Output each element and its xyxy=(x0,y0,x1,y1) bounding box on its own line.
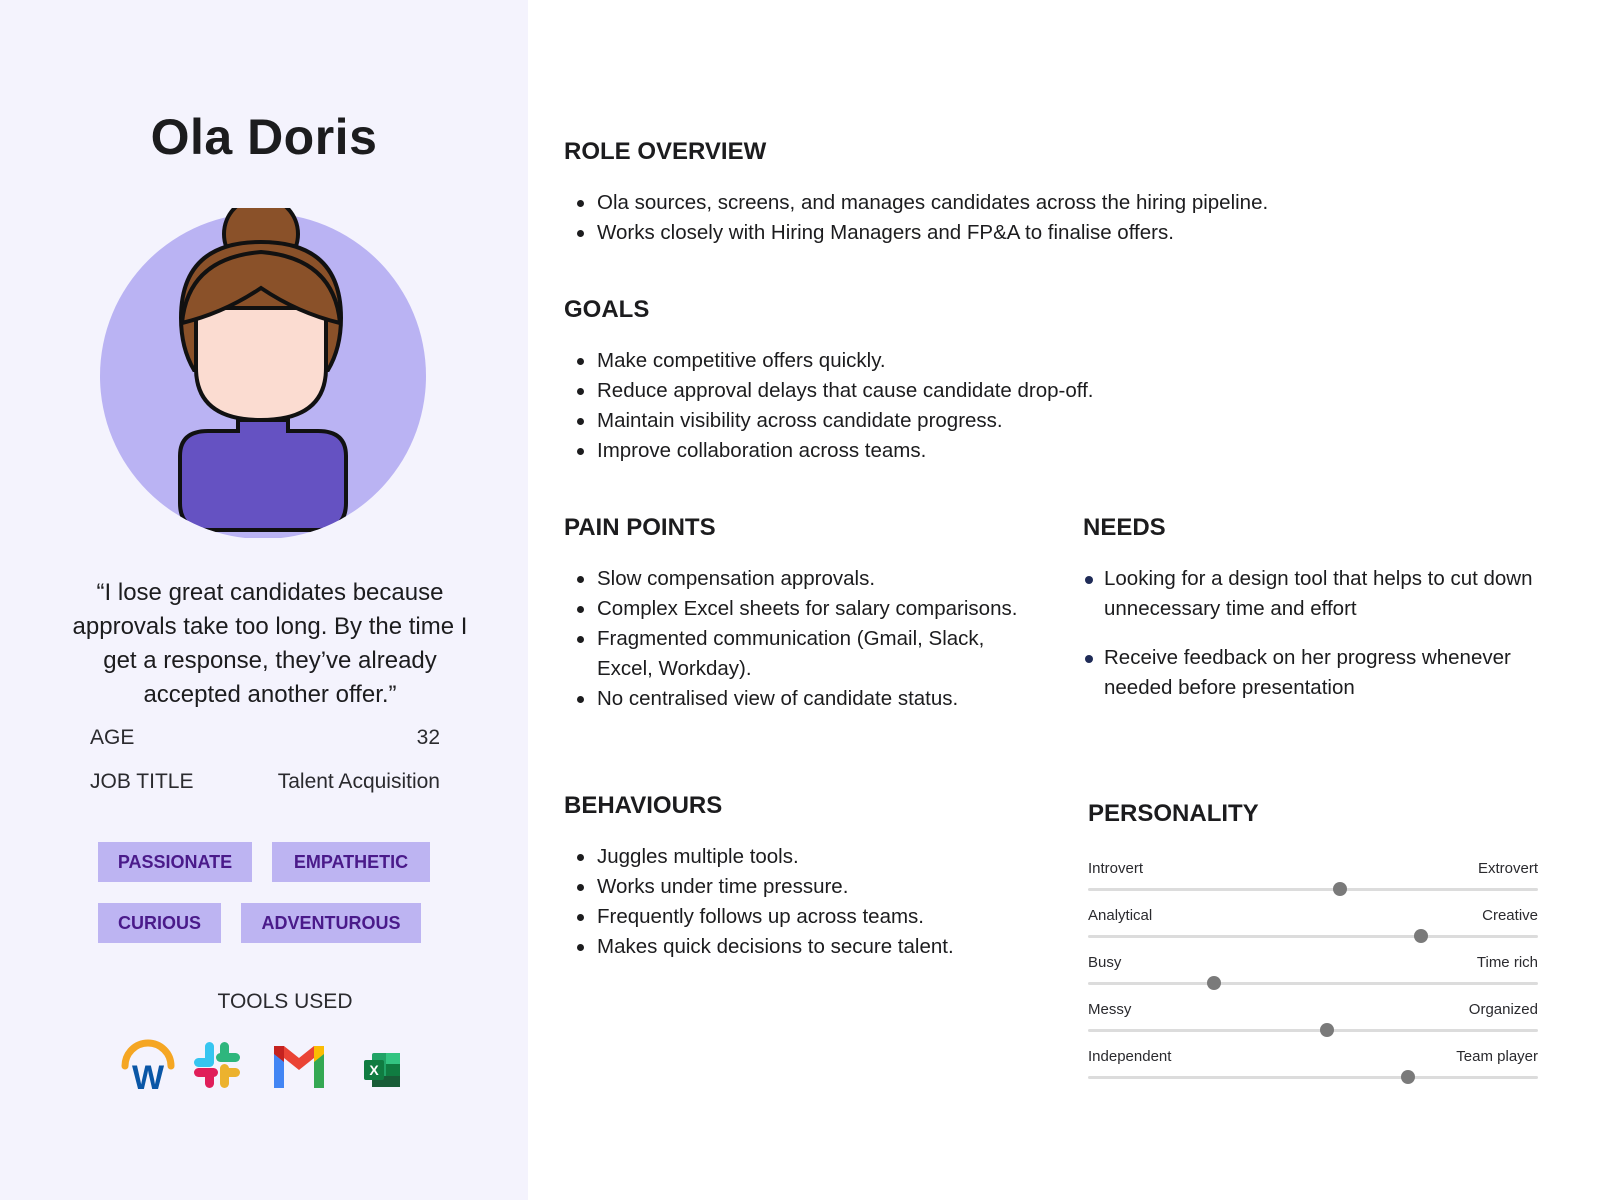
slider-knob[interactable] xyxy=(1333,882,1347,896)
personality-slider xyxy=(1088,954,1538,994)
list-item: Maintain visibility across candidate progress. xyxy=(564,406,1464,436)
slider-track xyxy=(1088,935,1538,938)
trait-right-label: Extrovert xyxy=(1477,860,1538,877)
list-item: Makes quick decisions to secure talent. xyxy=(564,932,1044,962)
list-item: Looking for a design tool that helps to cut down unnecessary time and effort xyxy=(1083,564,1543,624)
role-overview-list xyxy=(564,188,1464,248)
age-label: AGE xyxy=(90,726,135,749)
needs-list xyxy=(1083,564,1543,722)
personality-slider xyxy=(1088,860,1538,900)
role-overview-title: ROLE OVERVIEW xyxy=(564,138,767,165)
trait-right-label: Team player xyxy=(1456,1048,1538,1065)
slider-track xyxy=(1088,888,1538,891)
slider-knob[interactable] xyxy=(1414,929,1428,943)
behaviours-list xyxy=(564,842,1044,962)
tag-empathetic: EMPATHETIC xyxy=(272,842,430,882)
slider-track xyxy=(1088,1029,1538,1032)
pain-points-title: PAIN POINTS xyxy=(564,514,716,541)
job-title-label: JOB TITLE xyxy=(90,770,194,793)
age-value: 32 xyxy=(416,726,440,749)
list-item: Complex Excel sheets for salary comparisons. xyxy=(564,594,1034,624)
personality-slider xyxy=(1088,1048,1538,1088)
trait-left-label: Introvert xyxy=(1088,860,1144,877)
list-item: No centralised view of candidate status. xyxy=(564,684,1034,714)
goals-title: GOALS xyxy=(564,296,650,323)
goals-list xyxy=(564,346,1464,466)
trait-right-label: Creative xyxy=(1482,907,1538,924)
pain-points-list xyxy=(564,564,1034,714)
excel-icon xyxy=(362,1050,402,1090)
list-item: Make competitive offers quickly. xyxy=(564,346,1464,376)
list-item: Works under time pressure. xyxy=(564,872,1044,902)
tag-adventurous: ADVENTUROUS xyxy=(241,903,421,943)
slider-knob[interactable] xyxy=(1320,1023,1334,1037)
trait-left-label: Busy xyxy=(1088,954,1122,971)
trait-left-label: Messy xyxy=(1088,1001,1132,1018)
list-item: Frequently follows up across teams. xyxy=(564,902,1044,932)
svg-text:X: X xyxy=(369,1062,379,1078)
trait-right-label: Time rich xyxy=(1476,954,1538,971)
trait-left-label: Independent xyxy=(1088,1048,1172,1065)
avatar xyxy=(98,208,428,538)
list-item: Slow compensation approvals. xyxy=(564,564,1034,594)
list-item: Works closely with Hiring Managers and FP&A to finalise offers. xyxy=(564,218,1464,248)
list-item: Receive feedback on her progress whenever needed before presentation xyxy=(1083,643,1543,703)
trait-left-label: Analytical xyxy=(1088,907,1153,924)
slack-icon xyxy=(190,1038,244,1092)
gmail-icon xyxy=(270,1040,328,1090)
list-item: Ola sources, screens, and manages candidates across the hiring pipeline. xyxy=(564,188,1464,218)
tag-passionate: PASSIONATE xyxy=(98,842,252,882)
personality-title: PERSONALITY xyxy=(1088,800,1259,827)
persona-quote: “I lose great candidates because approvals take too long. By the time I get a response, they’ve already accepted another offer.” xyxy=(72,579,468,708)
slider-track xyxy=(1088,1076,1538,1079)
persona-name: Ola Doris xyxy=(150,109,378,165)
slider-knob[interactable] xyxy=(1207,976,1221,990)
list-item: Improve collaboration across teams. xyxy=(564,436,1464,466)
behaviours-title: BEHAVIOURS xyxy=(564,792,723,819)
workday-icon xyxy=(120,1038,176,1094)
personality-slider xyxy=(1088,1001,1538,1041)
tag-curious: CURIOUS xyxy=(98,903,221,943)
trait-right-label: Organized xyxy=(1468,1001,1538,1018)
slider-knob[interactable] xyxy=(1401,1070,1415,1084)
svg-text:W: W xyxy=(131,1059,165,1094)
list-item: Fragmented communication (Gmail, Slack, Excel, Workday). xyxy=(564,624,1034,684)
job-title-value: Talent Acquisition xyxy=(277,770,440,793)
personality-slider xyxy=(1088,907,1538,947)
slider-track xyxy=(1088,982,1538,985)
list-item: Reduce approval delays that cause candidate drop-off. xyxy=(564,376,1464,406)
tools-title: TOOLS USED xyxy=(217,990,353,1013)
needs-title: NEEDS xyxy=(1083,514,1166,541)
list-item: Juggles multiple tools. xyxy=(564,842,1044,872)
